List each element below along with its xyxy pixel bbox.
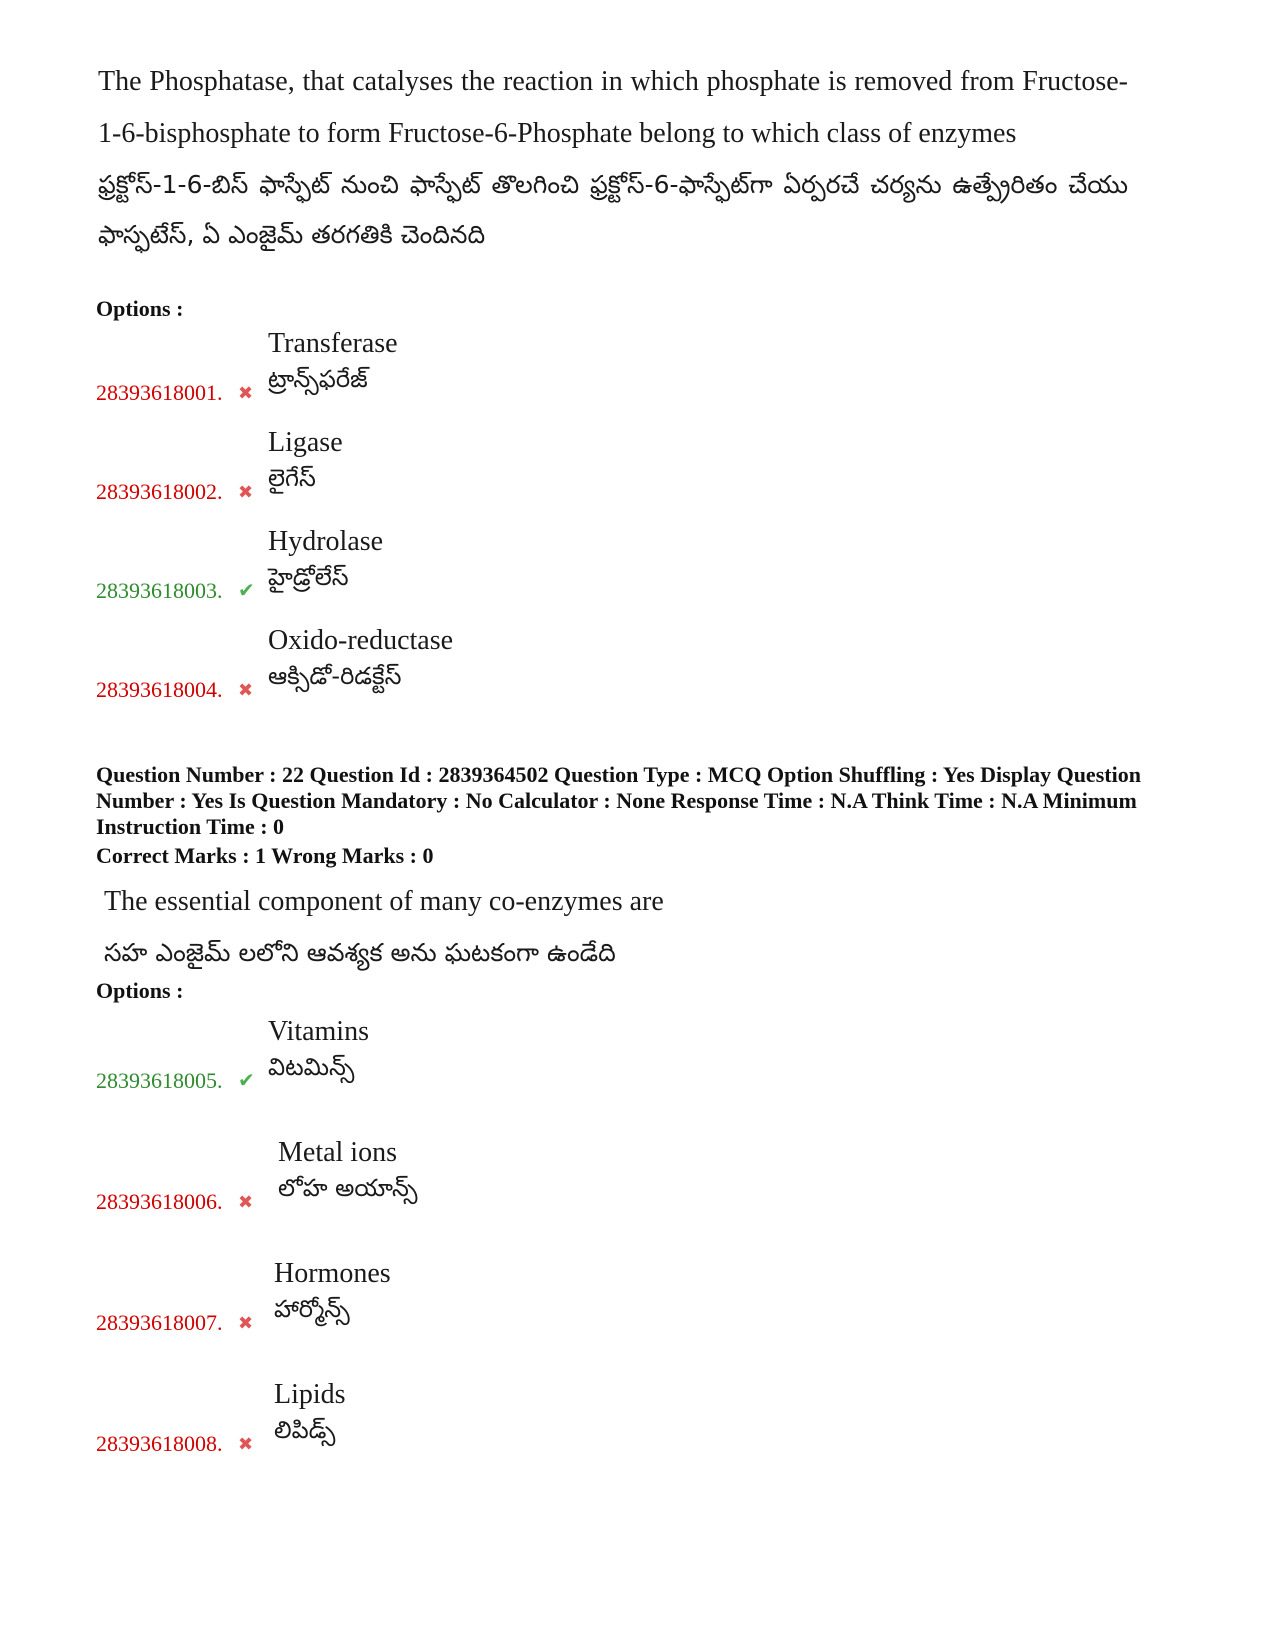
option-english: Hormones: [274, 1258, 391, 1289]
option-english: Hydrolase: [268, 526, 384, 557]
option-item: [96, 1014, 796, 1094]
wrong-cross-icon: ✖: [238, 383, 254, 404]
option-item: [96, 623, 796, 703]
option-text: [268, 1014, 369, 1084]
option-id: 28393618008.: [96, 1431, 223, 1456]
option-english: Transferase: [268, 328, 398, 359]
option-item: [96, 1377, 796, 1457]
question-2-meta: Question Number : 22 Question Id : 2839364502 Question Type : MCQ Option Shuffling : Yes Display Question Number : Yes Is Question Mandatory : No Calculator : None Response Time : N.A Think Time : N.A Minimum Instruction Time : 0: [96, 762, 1141, 839]
option-id: 28393618006.: [96, 1189, 223, 1214]
question-2-marks: Correct Marks : 1 Wrong Marks : 0: [96, 843, 434, 868]
option-id: 28393618007.: [96, 1310, 223, 1335]
wrong-cross-icon: ✖: [238, 1192, 254, 1213]
option-telugu: లైగేస్: [268, 464, 316, 492]
option-text: [274, 1256, 391, 1326]
option-telugu: హార్మోన్స్: [274, 1295, 350, 1323]
option-id: 28393618004.: [96, 677, 223, 702]
option-item: [96, 326, 796, 406]
option-telugu: లోహ అయాన్స్: [278, 1174, 418, 1202]
option-item: [96, 524, 796, 604]
option-english: Oxido-reductase: [268, 625, 454, 656]
wrong-cross-icon: ✖: [238, 1434, 254, 1455]
wrong-cross-icon: ✖: [238, 1313, 254, 1334]
option-id: 28393618005.: [96, 1068, 223, 1093]
wrong-cross-icon: ✖: [238, 680, 254, 701]
question-2-text: [104, 876, 1004, 978]
question-2-telugu: సహ ఎంజైమ్ లలోని ఆవశ్యక అను ఘటకంగా ఉండేది: [104, 938, 616, 967]
option-text: [268, 425, 343, 495]
option-telugu: ట్రాన్స్‌ఫరేజ్: [268, 365, 368, 393]
option-item: [96, 425, 796, 505]
option-text: [274, 1377, 346, 1447]
option-item: [96, 1135, 796, 1215]
option-text: [268, 623, 453, 693]
question-1-telugu: ఫ్రక్టోస్-1-6-బిస్ ఫాస్ఫేట్ నుంచి ఫాస్ఫేట్ తొలగించి ఫ్రక్టోస్-6-ఫాస్ఫేట్‌గా ఏర్పరచే చర్యను ఉత్ప్రేరితం చేయు ఫాస్ఫటేస్, ఏ ఎంజైమ్ తరగతికి చెందినది: [98, 170, 1128, 249]
option-english: Metal ions: [278, 1137, 397, 1168]
option-text: [278, 1135, 417, 1205]
correct-check-icon: ✔: [238, 1068, 255, 1092]
option-english: Vitamins: [268, 1016, 369, 1047]
option-item: [96, 1256, 796, 1336]
options-label: Options :: [96, 296, 184, 321]
question-1-english: The Phosphatase, that catalyses the reaction in which phosphate is removed from Fructose-1-6-bisphosphate to form Fructose-6-Phosphate belong to which class of enzymes: [98, 66, 1128, 149]
option-id: 28393618001.: [96, 380, 223, 405]
question-2-english: The essential component of many co-enzymes are: [104, 886, 664, 917]
option-text: [268, 524, 383, 594]
wrong-cross-icon: ✖: [238, 482, 254, 503]
option-english: Ligase: [268, 427, 343, 458]
option-telugu: విటమిన్స్: [268, 1053, 355, 1081]
option-text: [268, 326, 398, 396]
option-telugu: ఆక్సిడో-రిడక్టేస్: [268, 662, 402, 690]
options-label: Options :: [96, 978, 184, 1003]
option-english: Lipids: [274, 1379, 346, 1410]
correct-check-icon: ✔: [238, 578, 255, 602]
option-id: 28393618002.: [96, 479, 223, 504]
option-telugu: హైడ్రోలేస్: [268, 563, 349, 591]
option-telugu: లిపిడ్స్: [274, 1416, 336, 1444]
option-id: 28393618003.: [96, 578, 223, 603]
question-1-text: [98, 56, 1128, 260]
